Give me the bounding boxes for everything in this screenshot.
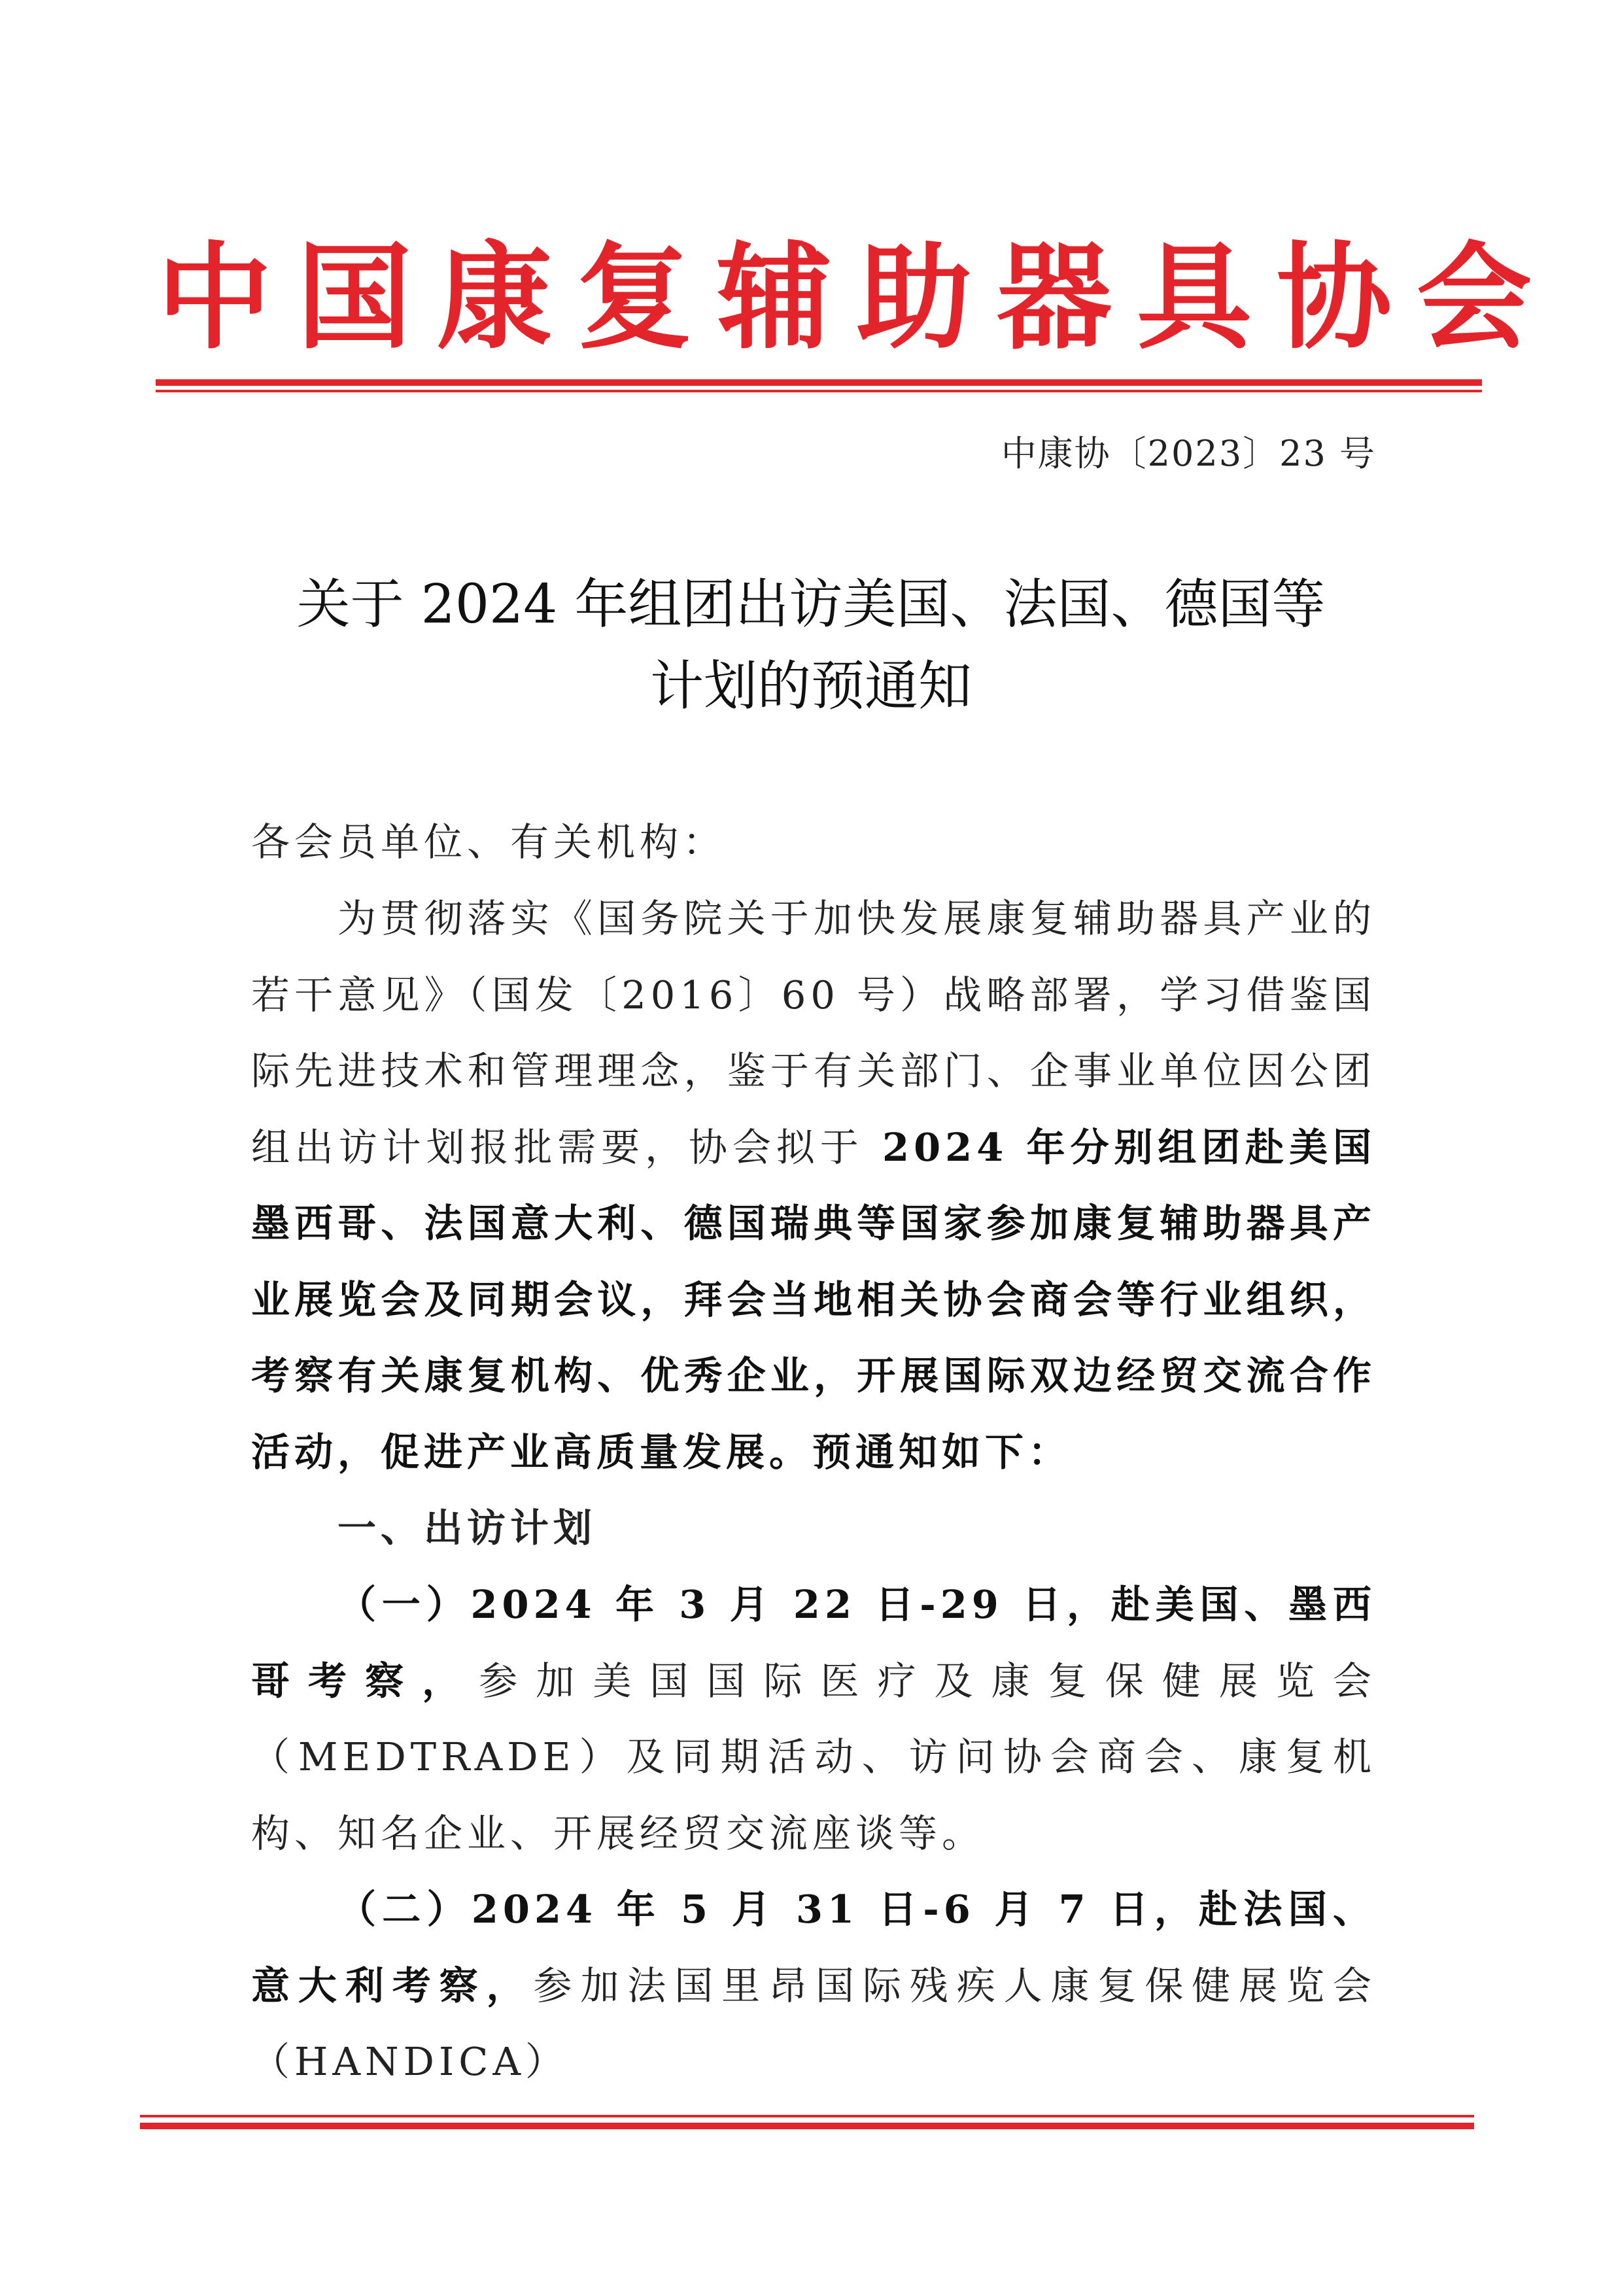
plan-item-2: [251, 1872, 1376, 2100]
intro-paragraph-text: 为贯彻落实《国务院关于加快发展康复辅助器具产业的若干意见》（国发〔2016〕60 号）战略部署，学习借鉴国际先进技术和管理理念，鉴于有关部门、企事业单位因公团组出访计划报批需要，协会拟于: [251, 896, 1376, 1170]
plan-item-1: [251, 1567, 1376, 1872]
letterhead-rule-thick: [156, 379, 1482, 386]
plan-item-1-heading: （一）2024 年 3 月 22 日-29 日，赴美国、墨西哥考察，: [251, 1582, 1376, 1704]
document-number: 中康协〔2023〕23 号: [1001, 433, 1376, 474]
intro-paragraph-emphasis: 2024 年分别组团赴美国墨西哥、法国意大利、德国瑞典等国家参加康复辅助器具产业展览会及同期会议，拜会当地相关协会商会等行业组织，考察有关康复机构、优秀企业，开展国际双边经贸交流合作活动，促进产业高质量发展。预通知如下：: [251, 1124, 1376, 1475]
plan-item-2-heading: （二）2024 年 5 月 31 日-6 月 7 日，赴法国、意大利考察，: [251, 1887, 1376, 2008]
section-heading-visit-plan: 一、出访计划: [337, 1505, 597, 1551]
intro-paragraph: [251, 881, 1376, 1490]
letterhead-title: 中国康复辅助器具协会: [157, 230, 1557, 365]
letterhead-rule-thin: [156, 390, 1482, 392]
plan-item-2-text: 参加法国里昂国际残疾人康复保健展览会（HANDICA）: [251, 1962, 1376, 2084]
document-title-line-1: 关于 2024 年组团出访美国、法国、德国等: [296, 574, 1326, 636]
footer-rule-thin: [140, 2115, 1474, 2117]
footer-rule-thick: [140, 2123, 1474, 2129]
document-title-line-2: 计划的预通知: [649, 655, 972, 717]
plan-item-1-text: 参加美国国际医疗及康复保健展览会（MEDTRADE）及同期活动、访问协会商会、康复机构、知名企业、开展经贸交流座谈等。: [251, 1658, 1376, 1856]
salutation: 各会员单位、有关机构：: [251, 819, 727, 865]
